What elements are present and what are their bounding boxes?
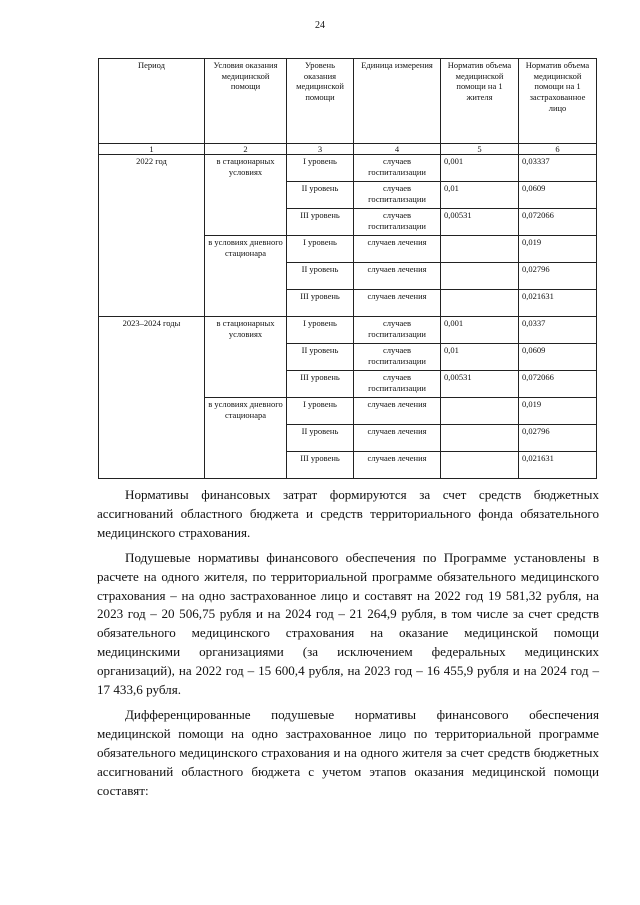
condition-cell: в стационарных условиях [205, 155, 287, 236]
per-resident-cell: 0,01 [441, 182, 519, 209]
level-cell: II уровень [287, 344, 354, 371]
column-number: 6 [519, 144, 597, 155]
per-insured-cell: 0,03337 [519, 155, 597, 182]
condition-cell: в стационарных условиях [205, 317, 287, 398]
per-resident-cell: 0,00531 [441, 371, 519, 398]
per-insured-cell: 0,0609 [519, 344, 597, 371]
column-numbers-row [99, 144, 597, 155]
paragraph-per-capita-norms: Подушевые нормативы финансового обеспечения по Программе установлены в расчете на одного жителя, по территориальной программе обязательного медицинского страхования – на одно застрахованное лицо и составят на 2022 год 19 581,32 рубля, на 2023 год – 20 506,75 рубля и на 2024 год – 21 264,9 рубля, в том числе за счет средств обязательного медицинского страхования на оказание медицинской помощи медицинскими организациями (за исключением федеральных медицинских организаций), на 2022 год – 15 600,4 рубля, на 2023 год – 16 455,9 рубля и на 2024 год – 17 433,6 рубля. [97, 549, 599, 698]
unit-cell: случаев лечения [354, 452, 441, 479]
level-cell: III уровень [287, 290, 354, 317]
table-row [99, 155, 597, 182]
per-resident-cell [441, 398, 519, 425]
body-text [97, 486, 599, 807]
unit-cell: случаев госпитализации [354, 155, 441, 182]
table-header-row [99, 59, 597, 144]
per-insured-cell: 0,019 [519, 236, 597, 263]
header-conditions: Условия оказания медицинской помощи [205, 59, 287, 144]
level-cell: I уровень [287, 398, 354, 425]
table-row [99, 317, 597, 344]
column-number: 1 [99, 144, 205, 155]
level-cell: I уровень [287, 317, 354, 344]
per-insured-cell: 0,072066 [519, 371, 597, 398]
per-resident-cell: 0,001 [441, 155, 519, 182]
column-number: 5 [441, 144, 519, 155]
per-insured-cell: 0,019 [519, 398, 597, 425]
column-number: 2 [205, 144, 287, 155]
per-insured-cell: 0,02796 [519, 425, 597, 452]
header-per-resident: Норматив объема медицинской помощи на 1 жителя [441, 59, 519, 144]
level-cell: I уровень [287, 236, 354, 263]
per-insured-cell: 0,072066 [519, 209, 597, 236]
per-resident-cell: 0,00531 [441, 209, 519, 236]
period-cell: 2023–2024 годы [99, 317, 205, 479]
per-insured-cell: 0,0609 [519, 182, 597, 209]
header-unit: Единица измерения [354, 59, 441, 144]
per-resident-cell [441, 425, 519, 452]
condition-cell: в условиях дневного стационара [205, 398, 287, 479]
column-number: 4 [354, 144, 441, 155]
paragraph-financial-norms: Нормативы финансовых затрат формируются за счет средств бюджетных ассигнований областного бюджета и средств территориального фонда обязательного медицинского страхования. [97, 487, 599, 540]
per-resident-cell [441, 263, 519, 290]
column-number: 3 [287, 144, 354, 155]
per-insured-cell: 0,0337 [519, 317, 597, 344]
level-cell: II уровень [287, 182, 354, 209]
per-insured-cell: 0,02796 [519, 263, 597, 290]
unit-cell: случаев госпитализации [354, 371, 441, 398]
unit-cell: случаев госпитализации [354, 209, 441, 236]
per-resident-cell [441, 452, 519, 479]
unit-cell: случаев лечения [354, 398, 441, 425]
paragraph-differentiated-norms: Дифференцированные подушевые нормативы финансового обеспечения медицинской помощи на одно застрахованное лицо по территориальной программе обязательного медицинского страхования и на одного жителя за счет средств бюджетных ассигнований областного бюджета с учетом этапов оказания медицинской помощи составят: [97, 706, 599, 798]
unit-cell: случаев лечения [354, 425, 441, 452]
header-per-insured: Норматив объема медицинской помощи на 1 застрахованное лицо [519, 59, 597, 144]
level-cell: III уровень [287, 371, 354, 398]
level-cell: III уровень [287, 209, 354, 236]
header-level: Уровень оказания медицинской помощи [287, 59, 354, 144]
per-resident-cell: 0,01 [441, 344, 519, 371]
page-number: 24 [315, 20, 325, 31]
per-insured-cell: 0,021631 [519, 452, 597, 479]
unit-cell: случаев лечения [354, 236, 441, 263]
per-resident-cell [441, 236, 519, 263]
per-resident-cell: 0,001 [441, 317, 519, 344]
level-cell: II уровень [287, 263, 354, 290]
level-cell: I уровень [287, 155, 354, 182]
period-cell: 2022 год [99, 155, 205, 317]
per-resident-cell [441, 290, 519, 317]
norms-table [98, 58, 597, 479]
condition-cell: в условиях дневного стационара [205, 236, 287, 317]
unit-cell: случаев лечения [354, 263, 441, 290]
unit-cell: случаев госпитализации [354, 182, 441, 209]
level-cell: II уровень [287, 425, 354, 452]
per-insured-cell: 0,021631 [519, 290, 597, 317]
level-cell: III уровень [287, 452, 354, 479]
unit-cell: случаев лечения [354, 290, 441, 317]
unit-cell: случаев госпитализации [354, 317, 441, 344]
unit-cell: случаев госпитализации [354, 344, 441, 371]
header-period: Период [99, 59, 205, 144]
